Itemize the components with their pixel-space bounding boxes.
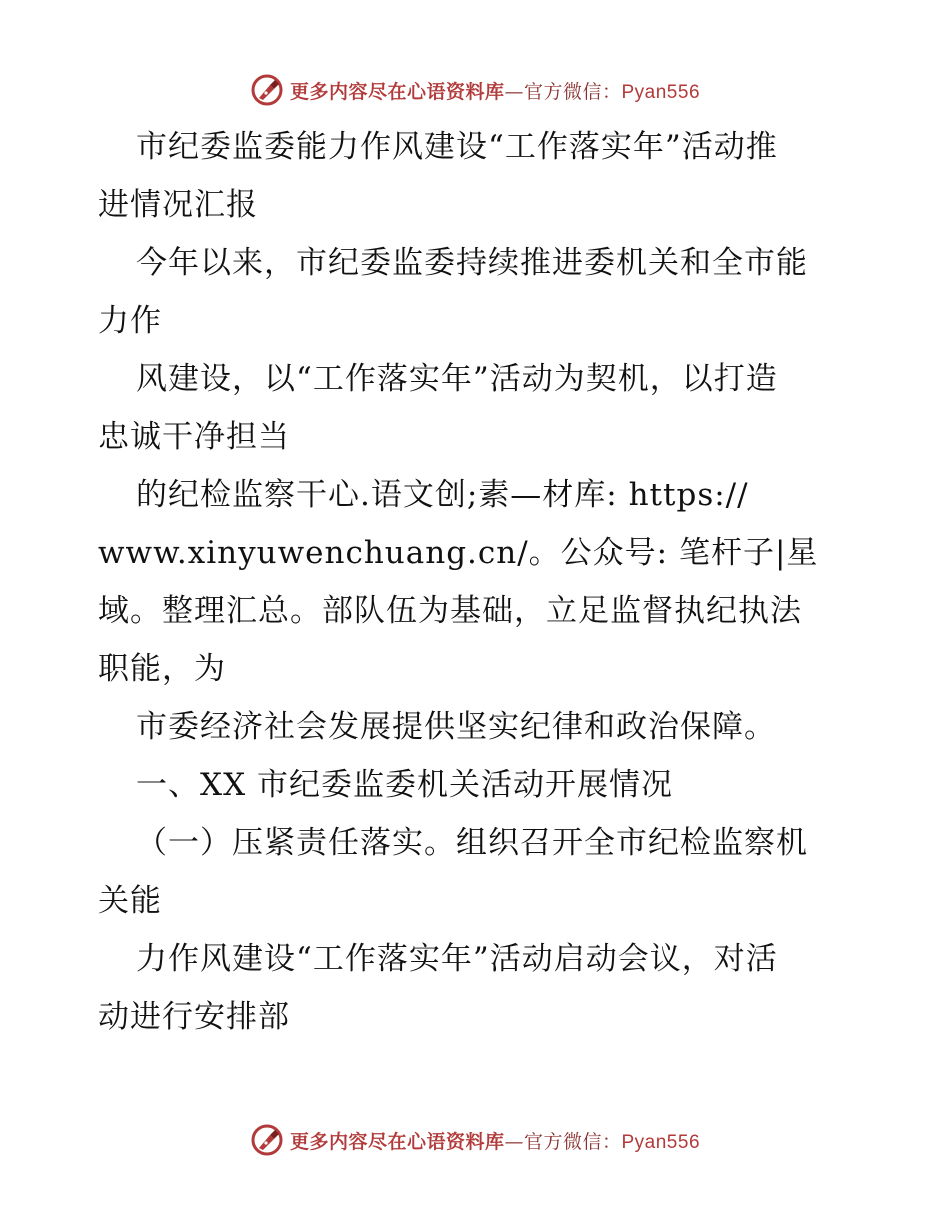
text-line: 一、XX 市纪委监委机关活动开展情况 [136,767,673,803]
text-line: 风建设，以“工作落实年”活动为契机，以打造 [136,361,778,397]
footer-banner [0,1120,950,1160]
text-line: （一）压紧责任落实。组织召开全市纪检监察机 [136,825,808,861]
header-wechat-id: Pyan556 [621,81,701,103]
text-line: 市纪委监委能力作风建设“工作落实年”活动推 [136,129,778,165]
header-wechat-label: 官方微信： [523,80,622,103]
document-body [98,118,858,1046]
header-banner-text [290,77,700,104]
header-banner [0,70,950,110]
header-dash: — [504,80,524,103]
header-brand: 更多内容尽在心语资料库 [289,80,505,103]
text-line: 动进行安排部 [98,999,290,1035]
text-line: 市委经济社会发展提供坚实纪律和政治保障。 [136,709,776,745]
header-banner-content [250,73,700,107]
text-line: www.xinyuwenchuang.cn/。公众号: 笔杆子|星 [98,535,819,571]
footer-wechat-id: Pyan556 [621,1131,701,1153]
text-line: 域。整理汇总。部队伍为基础，立足监督执纪执法 [98,593,802,629]
text-line: 进情况汇报 [98,187,258,223]
text-line: 今年以来，市纪委监委持续推进委机关和全市能 [136,245,808,281]
footer-banner-content [250,1123,700,1157]
footer-brand: 更多内容尽在心语资料库 [289,1130,505,1153]
footer-dash: — [504,1130,524,1153]
pen-nib-logo-icon [250,1123,284,1157]
pen-nib-logo-icon [250,73,284,107]
footer-banner-text [290,1127,700,1154]
text-line: 的纪检监察干心.语文创;素—材库: https:// [136,477,749,513]
footer-wechat-label: 官方微信： [523,1130,622,1153]
text-line: 忠诚干净担当 [98,419,290,455]
text-line: 力作风建设“工作落实年”活动启动会议，对活 [136,941,778,977]
text-line: 职能，为 [98,651,226,687]
text-line: 力作 [98,303,162,339]
text-line: 关能 [98,883,162,919]
